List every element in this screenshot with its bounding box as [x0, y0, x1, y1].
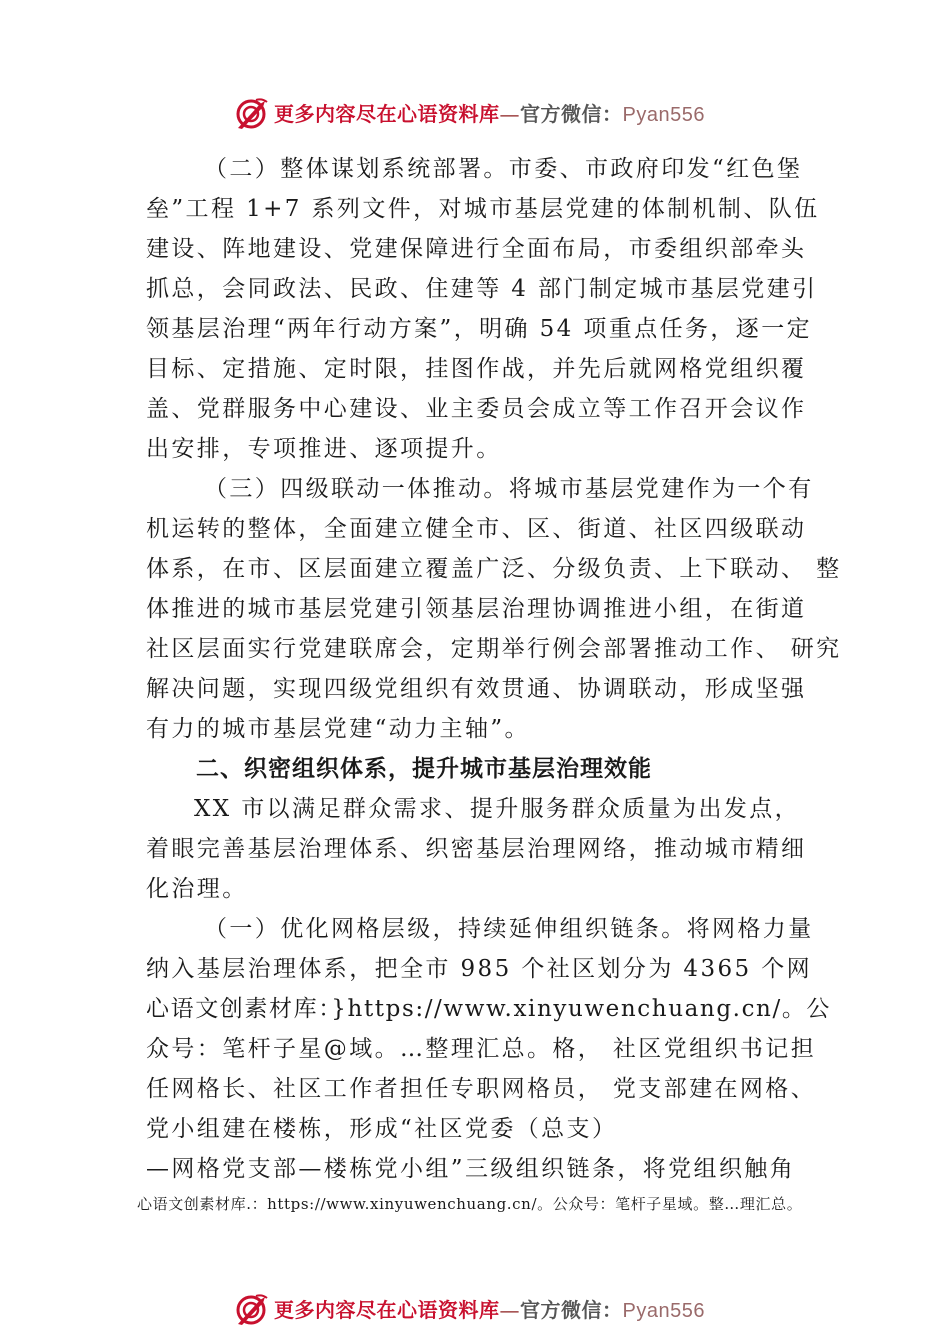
footer-library-text: 更多内容尽在心语资料库 — [274, 1298, 500, 1322]
footer-wechat-label: 官方微信： — [520, 1298, 623, 1322]
text-line: 有力的城市基层党建“动力主轴”。 — [146, 716, 530, 742]
text-line: 领基层治理“两年行动方案”，明确 54 项重点任务，逐一定 — [146, 316, 813, 342]
header-dash: — — [499, 102, 520, 126]
text-line: 盖、党群服务中心建设、业主委员会成立等工作召开会议作 — [146, 396, 807, 422]
text-line: 垒”工程 1+7 系列文件，对城市基层党建的体制机制、队伍 — [146, 196, 820, 222]
text-line: 体系，在市、区层面建立覆盖广泛、分级负责、上下联动、 整 — [146, 556, 842, 582]
header-banner — [0, 94, 950, 134]
text-line: 党小组建在楼栋，形成“社区党委（总支） — [146, 1116, 618, 1142]
footnote: 心语文创素材库.：https://www.xinyuwenchuang.cn/。公众号：笔杆子星域。整…理汇总。 — [137, 1195, 803, 1213]
header-library-text: 更多内容尽在心语资料库 — [274, 102, 500, 126]
text-line: 任网格长、社区工作者担任专职网格员， 党支部建在网格、 — [146, 1076, 817, 1102]
text-line: 纳入基层治理体系，把全市 985 个社区划分为 4365 个网 — [146, 956, 813, 982]
document-body — [146, 149, 842, 1189]
text-line: 化治理。 — [146, 876, 248, 902]
footer-text — [274, 1296, 705, 1325]
pen-logo-icon — [234, 96, 270, 132]
header-wechat-label: 官方微信： — [520, 102, 623, 126]
text-line: 社区层面实行党建联席会，定期举行例会部署推动工作、 研究 — [146, 636, 842, 662]
text-line: 机运转的整体，全面建立健全市、区、街道、社区四级联动 — [146, 516, 807, 542]
text-line: 着眼完善基层治理体系、织密基层治理网络，推动城市精细 — [146, 836, 807, 862]
text-line: （一）优化网格层级，持续延伸组织链条。将网格力量 — [204, 916, 814, 942]
text-line: 建设、阵地建设、党建保障进行全面布局，市委组织部牵头 — [146, 236, 807, 262]
text-line: 出安排，专项推进、逐项提升。 — [146, 436, 502, 462]
text-line: 心语文创素材库：}https://www.xinyuwenchuang.cn/。公 — [146, 996, 832, 1022]
text-line: XX 市以满足群众需求、提升服务群众质量为出发点， — [194, 796, 801, 822]
text-line: （二）整体谋划系统部署。市委、市政府印发“红色堡 — [204, 156, 803, 182]
text-line: 抓总，会同政法、民政、住建等 4 部门制定城市基层党建引 — [146, 276, 818, 302]
header-wechat-id: Pyan556 — [622, 104, 705, 126]
text-line: （三）四级联动一体推动。将城市基层党建作为一个有 — [204, 476, 814, 502]
text-line: 目标、定措施、定时限，挂图作战，并先后就网格党组织覆 — [146, 356, 807, 382]
text-line: —网格党支部—楼栋党小组”三级组织链条，将党组织触角 — [146, 1156, 796, 1182]
header-text — [274, 100, 705, 129]
text-line: 解决问题，实现四级党组织有效贯通、协调联动，形成坚强 — [146, 676, 807, 702]
text-line: 众号：笔杆子星@域。…整理汇总。格， 社区党组织书记担 — [146, 1036, 817, 1062]
text-line: 体推进的城市基层党建引领基层治理协调推进小组，在街道 — [146, 596, 807, 622]
footer-dash: — — [499, 1298, 520, 1322]
section-heading: 二、织密组织体系，提升城市基层治理效能 — [196, 756, 652, 782]
footer-banner — [0, 1290, 950, 1330]
pen-logo-icon — [234, 1292, 270, 1328]
footer-wechat-id: Pyan556 — [622, 1300, 705, 1322]
